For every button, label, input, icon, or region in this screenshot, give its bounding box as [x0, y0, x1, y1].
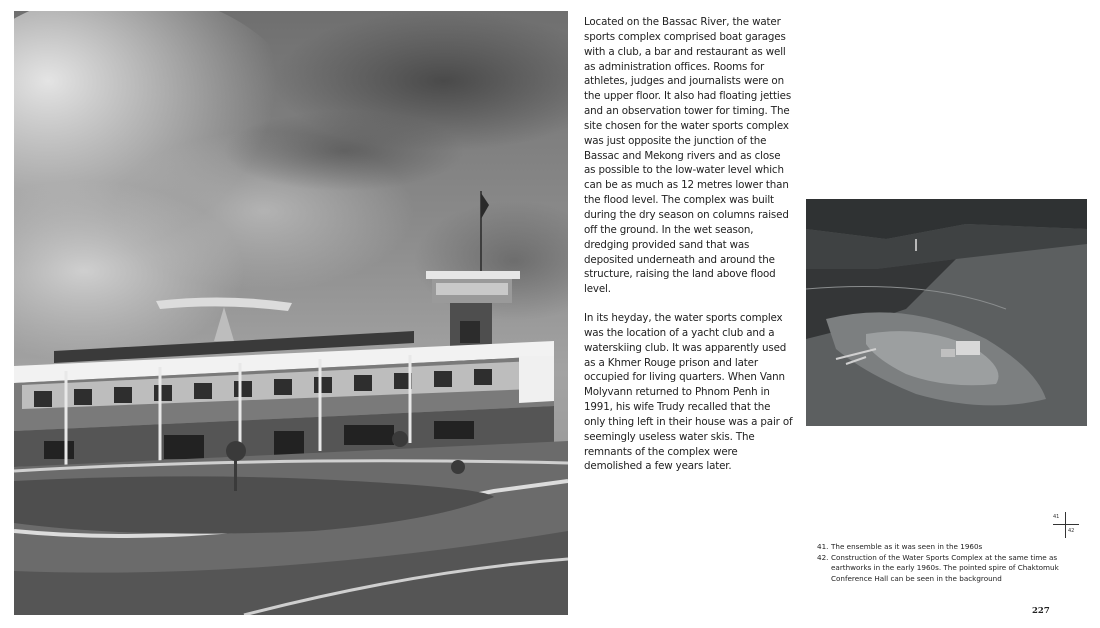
- caption-42: [817, 553, 1087, 585]
- marker-figure-42: 42: [1068, 528, 1075, 534]
- caption-text: Construction of the Water Sports Complex at the same time as earthworks in the early 1960s. The pointed spire of Chaktomuk Conference Hall can be seen in the background: [831, 552, 1059, 583]
- marker-figure-41: 41: [1053, 514, 1060, 520]
- marker-horizontal-rule: [1053, 524, 1079, 525]
- body-paragraph-2: In its heyday, the water sports complex was the location of a yacht club and a waterskiing club. It was apparently used as a Khmer Rouge prison and later occupied for living quarters. When Vann Molyvann returned to Phnom Penh in 1991, his wife Trudy recalled that the only thing left in their house was a pair of seemingly useless water skis. The remnants of the complex were demolished a few years later.: [584, 312, 793, 473]
- caption-text: The ensemble as it was seen in the 1960s: [831, 542, 983, 551]
- page-number: 227: [1032, 606, 1050, 616]
- photo-water-sports-complex: [14, 11, 568, 615]
- photo-aerial-construction: [806, 199, 1087, 426]
- figure-captions: [817, 542, 1087, 584]
- marker-vertical-rule: [1065, 512, 1066, 538]
- body-paragraph-1: Located on the Bassac River, the water sports complex comprised boat garages with a club, a bar and restaurant as well as administration offices. Rooms for athletes, judges and journalists were on the upper floor. It also had floating jetties and an observation tower for timing. The site chosen for the water sports complex was just opposite the junction of the Bassac and Mekong rivers and as close as possible to the low-water level which can be as much as 12 metres lower than the flood level. The complex was built during the dry season on columns raised off the ground. In the wet season, dredging provided sand that was deposited underneath and around the structure, raising the land above flood level.: [584, 16, 792, 296]
- caption-number: 41.: [817, 542, 829, 551]
- figure-number-marker: [1053, 512, 1079, 538]
- caption-41: [817, 542, 1087, 553]
- caption-number: 42.: [817, 552, 829, 562]
- body-text: [584, 15, 794, 474]
